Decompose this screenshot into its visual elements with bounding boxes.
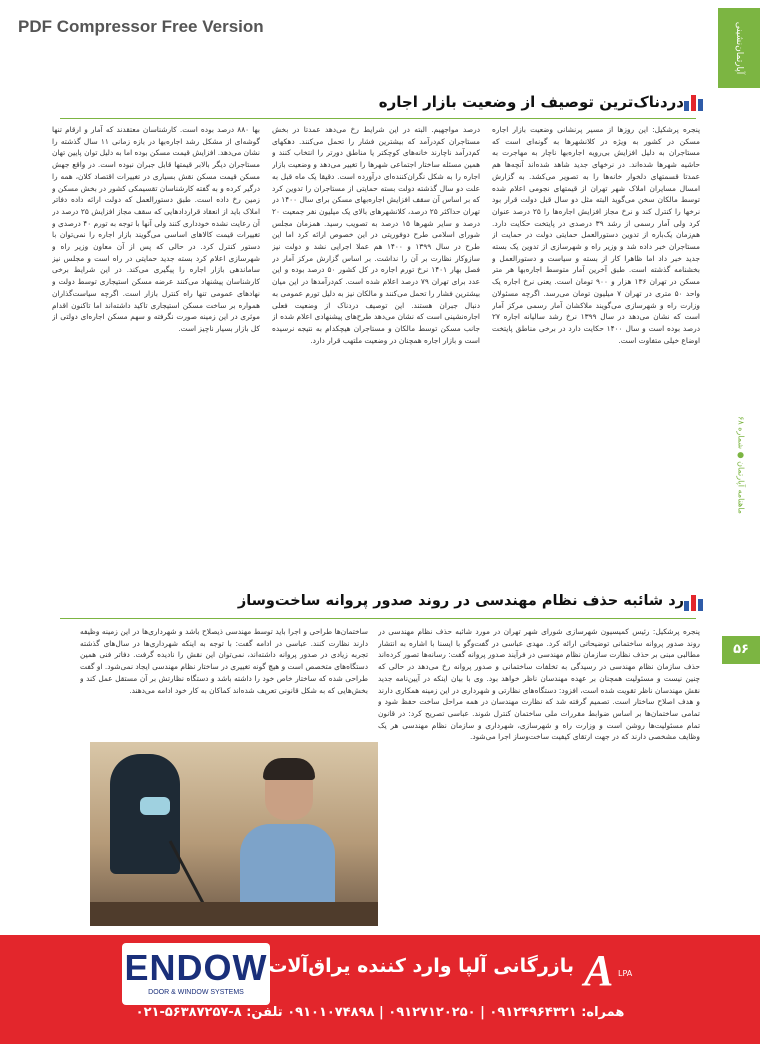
title-divider xyxy=(60,118,696,119)
article-1-column-1 xyxy=(492,124,700,576)
article-2-column-2 xyxy=(80,626,368,734)
side-strip-label: ماهنامه آپارتمان ● شماره ۶۸ xyxy=(736,416,746,514)
alpa-logo-icon xyxy=(580,947,650,995)
article-1-column-3 xyxy=(52,124,260,576)
alpa-logo-small: LPA xyxy=(618,969,633,978)
article-1-column-3-text: بها ۸۸۰ درصد بوده است. کارشناسان معتقدند که آمار و ارقام تنها گوشه‌ای از مشکل رشد اجاره‌بها در بازه زمانی ۱۱ سال گذشته را نشان می‌دهد. افزایش قیمت مسکن بوده اما به دلیل توان پایین تهان مستاجران دیگر بالابر قیمتها قابل جبران نبوده است. در واقع جهش مسکن قیمت مسکن نقش بسیاری در تغییرات اقتصاد کلان، همه را درگیر کرده و به گفته کارشناسان تقسیمکی کشور در بخش مسکن و زمین رخ داده است. طبق دستورالعمل که دولت ارائه داده دفاتر املاک باید از انعقاد قراردادهایی که سقف مجاز افزایش ۲۵ درصد در آن رعایت نشده خودداری کنند ولی آنها با توجه به تورم ۴۰ درصدی و تغییرات قیمت کالاهای اساسی می‌گویند بازار اجاره را نمی‌توان با دستور کنترل کرد. در حالی که پس از آن معاون وزیر راه و شهرسازی اعلام کرد بسته جدید حمایتی در راه است و مجلس نیز ساماندهی بازار اجاره را پیگیری می‌کند. در این شرایط برخی کارشناسان پیشنهاد می‌کنند عرضه مسکن استیجاری توسط دولت و نهادهای عمومی تنها راه کنترل بازار است. اگرچه سیاست‌گذاران همواره بر ساخت مسکن استیجاری تاکید داشته‌اند اما تاکنون اقدام موثری در این زمینه صورت نگرفته و سهم مسکن اجاره‌ای دولتی از کل بازار بسیار ناچیز است. xyxy=(52,125,260,333)
speaker-hair xyxy=(263,758,315,780)
watermark-label: PDF Compressor Free Version xyxy=(18,17,264,36)
article-1-column-2-text: درصد مواجهیم. البته در این شرایط رخ می‌دهد عمدتا در بخش مستاجران کم‌درآمد که بیشترین فشار را تحمل می‌کنند. دهکهای کم‌درآمد ناچارند خانه‌های کوچکتر یا مناطق دورتر را انتخاب کنند و همین مسئله ساختار اجتماعی شهرها را تغییر می‌دهد و وضعیت بازار اجاره را به شکل نگران‌کننده‌ای درآورده است. دقیقا یک ماه قبل به علت دو سال گذشته دولت بسته حمایتی از مستاجران را تدوین کرد که بر اساس آن سقف افزایش اجاره‌بهای مسکن برای سال ۱۴۰۰ در تهران حداکثر ۲۵ درصد، کلانشهرهای بالای یک میلیون نفر جمعیت ۲۰ درصد و سایر شهرها ۱۵ درصد به تصویب رسید. همزمان مجلس شورای اسلامی طرح دوفوریتی در این خصوص ارائه کرد اما این طرح در سال ۱۳۹۹ و ۱۴۰۰ هم عملا اجرایی نشد و دولت نیز سازوکار نظارت بر آن را نداشت. بر اساس گزارش مرکز آمار در فصل بهار ۱۴۰۱ نرخ تورم اجاره در کل کشور ۵۰ درصد بوده و این عدد برای تهران ۷۹ درصد اعلام شده است. کم‌درآمدها در این میان بیشترین فشار را تحمل می‌کنند و مالکان نیز به دلیل تورم عمومی به دنبال جبران هستند. این توصیف دردناک از وضعیت فعلی اجاره‌نشینی است که نشان می‌دهد طرح‌های پیشنهادی اعلام شده از جانب مسکن توسط مالکان و مستاجران هیچکدام به نتیجه نرسیده است و بازار اجاره همچنان در وضعیت ملتهب قرار دارد. xyxy=(272,125,480,345)
article-2-column-1 xyxy=(378,626,700,926)
advertisement-banner[interactable] xyxy=(0,935,760,1044)
company-name: بازرگانی آلپا وارد کننده یراق‌آلات xyxy=(268,955,574,977)
article-2-column-1-text: پنجره پرشکیل: رئیس کمیسیون شهرسازی شورای شهر تهران در مورد شائبه حذف نظام مهندسی در روند صدور پروانه ساختمانی توضیحاتی ارائه کرد. مهدی عباسی در گفت‌وگو با ایسنا با اشاره به انتشار مطالبی مبنی بر حذف نظارت سازمان نظام مهندسی در فرآیند صدور پروانه گفت: رسانه‌ها تصور کرده‌اند حذف سازمان نظام مهندسی در رسیدگی به تخلفات ساختمانی و صدور پروانه رخ می‌دهد در حالی که چنین نیست و مسئولیت همچنان بر عهده مهندسان ناظر خواهد بود. وی با بیان اینکه در آیین‌نامه جدید نقش مهندسان ناظر تقویت شده است، افزود: دستگاه‌های نظارتی و شهرداری در این زمینه همکاری دارند و هدف اصلاح ساختار است. تصمیم گرفته شد که نظارت مهندسان در همه مراحل ساخت حفظ شود و تمامی ساختمان‌ها بر اساس ضوابط مقررات ملی ساختمان کنترل شوند. عباسی تصریح کرد: در قانون تمام مسئولیت‌ها روشن است و وزارت راه و شهرسازی، شهرداری و سازمان نظام مهندسی هر یک وظایف مشخصی دارند که در جهت ارتقای کیفیت ساخت‌وساز اجرا می‌شود. xyxy=(378,627,700,742)
article-1-column-1-text: پنجره پرشکیل: این روزها از مسیر پرنشانی وضعیت بازار اجاره مسکن در کشور به ویژه در کلانشهرها به گونه‌ای است که مستاجران به دلیل افزایش بی‌رویه اجاره‌بها ناچار به مهاجرت به حاشیه شهرها شده‌اند. در نرخهای جدید شاهد شده‌اند آنچه‌ها هم عمدتا قسمتهای دلخوار خانه‌ها را به تصویر می‌کشد. به گزارش امسال مسایران املاک شهر تهران از قیمتهای نجومی اعلام شده توسط مالکان سخن می‌گوید البته مثل دو سال قبل دولت قرار بود نرخها را کنترل کند و نرخ مجاز افزایش اجاره‌ها را ۲۵ درصد عنوان کرد ولی آمار رسمی از رشد ۳۹ درصدی در پایتخت حکایت دارد. هم‌زمان یک‌باره از تدوین دستورالعمل حمایتی دولت در حمایت از مستاجران خبر داده شد و وزیر راه و شهرسازی از تدوین یک بسته جدید خبر داد اما ظاهرا کار از بسته و سیاست و دستورالعمل و بخشنامه گذشته است. طبق آخرین آمار متوسط اجاره‌بها هر متر مسکن در تهران ۱۳۶ هزار و ۹۰۰ تومان است. یعنی نرخ اجاره یک واحد ۵۰ متری در تهران ۷ میلیون تومان می‌رسد. اگرچه مسئولان وزارت راه و شهرسازی می‌گویند ملاکشان آمار رسمی مرکز آمار است که نشان می‌دهد در سال ۱۳۹۹ نرخ رشد سالیانه اجاره ۲۷ درصد بوده است و سال ۱۴۰۰ حکایت دارد در برخی مناطق پایتخت اوضاع خیلی متفاوت است. xyxy=(492,125,700,345)
article-2-title: رد شائبه حذف نظام مهندسی در روند صدور پروانه ساخت‌وساز xyxy=(237,593,684,609)
endow-logo xyxy=(122,943,270,1005)
photo-desk xyxy=(90,902,378,926)
article-2-column-2-text: ساختمان‌ها طراحی و اجرا باید توسط مهندسی ذیصلاح باشد و شهرداری‌ها در این زمینه وظیفه دارند نظارت کنند. عباسی در ادامه گفت: با توجه به اینکه شهرداری‌ها در سال‌های گذشته تجربه زیادی در صدور پروانه داشته‌اند، نمی‌توان این نقش را نادیده گرفت. دفاتر فنی همین دستگاه‌های متخصص است و هیچ گونه تغییری در ساختار نظام مهندسی ایجاد نمی‌شود. او گفت طراحی شده که ساختار خاص خود را داشته باشد و دستگاه نظارتش بر آن مستقل عمل کند و بخش‌هایی که به شکل قانونی تعریف شده‌اند کماکان به کار خود ادامه می‌دهند. xyxy=(80,627,368,695)
headline-bars-icon xyxy=(684,593,704,611)
section-tab-label: آپارتمان‌نشینی xyxy=(734,21,744,75)
page-number: ۵۶ xyxy=(722,636,760,664)
article-1-column-2 xyxy=(272,124,480,576)
endow-logo-text: ENDOW xyxy=(124,947,268,988)
face-mask xyxy=(140,797,170,815)
article-photo xyxy=(90,742,378,926)
headline-bars-icon xyxy=(684,93,704,111)
article-1-title: دردناک‌ترین توصیف از وضعیت بازار اجاره xyxy=(378,93,684,111)
side-strip xyxy=(728,340,754,590)
alpa-logo-mark: A xyxy=(584,946,614,995)
title-divider xyxy=(60,618,696,619)
section-tab xyxy=(718,8,760,88)
contact-phones: همراه: ۰۹۱۲۴۹۶۴۳۲۱ | ۰۹۱۲۷۱۲۰۲۵۰ | ۰۹۱۰۱۰۷۴۸۹۸ تلفن: ۸-۵۶۳۸۷۲۵۷-۰۲۱ xyxy=(135,1005,625,1020)
endow-logo-subtitle: DOOR & WINDOW SYSTEMS xyxy=(148,989,244,996)
